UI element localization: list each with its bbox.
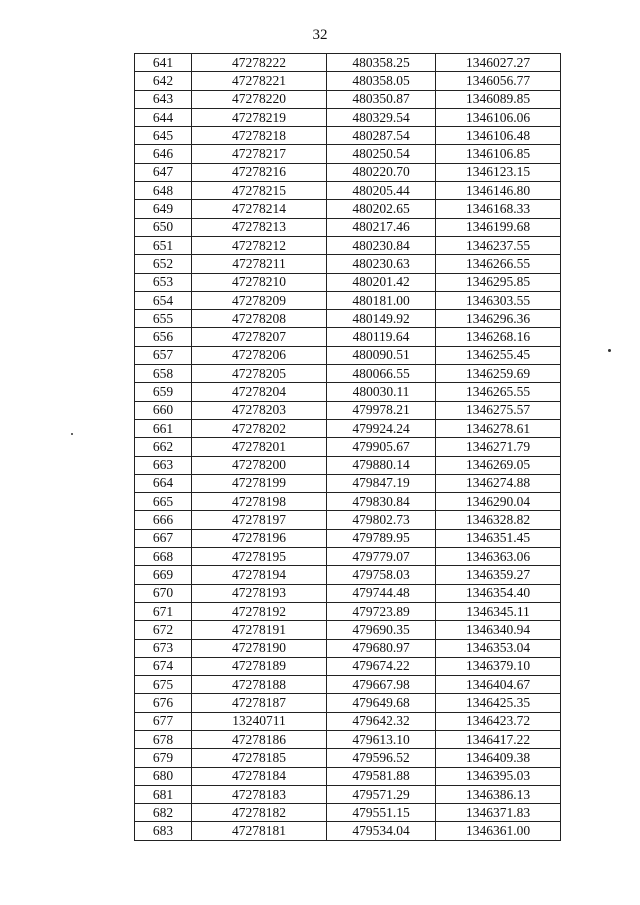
point-id-cell: 47278216 [192,163,327,181]
y-coordinate-cell: 1346328.82 [436,511,561,529]
table-row [135,529,561,547]
point-number-cell: 675 [135,676,192,694]
x-coordinate-cell: 479905.67 [327,438,436,456]
table-row [135,712,561,730]
table-row [135,785,561,803]
point-id-cell: 47278199 [192,474,327,492]
point-id-cell: 47278195 [192,548,327,566]
point-number-cell: 666 [135,511,192,529]
point-id-cell: 47278215 [192,182,327,200]
point-id-cell: 47278219 [192,108,327,126]
point-id-cell: 47278183 [192,785,327,803]
point-id-cell: 47278182 [192,804,327,822]
point-number-cell: 643 [135,90,192,108]
x-coordinate-cell: 480202.65 [327,200,436,218]
x-coordinate-cell: 480149.92 [327,310,436,328]
y-coordinate-cell: 1346056.77 [436,72,561,90]
table-row [135,255,561,273]
point-number-cell: 683 [135,822,192,840]
point-id-cell: 47278221 [192,72,327,90]
y-coordinate-cell: 1346269.05 [436,456,561,474]
table-row [135,383,561,401]
y-coordinate-cell: 1346237.55 [436,236,561,254]
y-coordinate-cell: 1346255.45 [436,346,561,364]
table-row [135,365,561,383]
point-id-cell: 47278193 [192,584,327,602]
point-id-cell: 47278211 [192,255,327,273]
table-row [135,749,561,767]
y-coordinate-cell: 1346168.33 [436,200,561,218]
x-coordinate-cell: 479723.89 [327,602,436,620]
table-row [135,438,561,456]
point-number-cell: 669 [135,566,192,584]
point-id-cell: 47278194 [192,566,327,584]
point-number-cell: 650 [135,218,192,236]
x-coordinate-cell: 480217.46 [327,218,436,236]
table-row [135,639,561,657]
table-row [135,822,561,840]
point-id-cell: 47278217 [192,145,327,163]
x-coordinate-cell: 480329.54 [327,108,436,126]
point-id-cell: 47278218 [192,127,327,145]
x-coordinate-cell: 480201.42 [327,273,436,291]
point-id-cell: 47278202 [192,419,327,437]
point-number-cell: 668 [135,548,192,566]
x-coordinate-cell: 479758.03 [327,566,436,584]
y-coordinate-cell: 1346296.36 [436,310,561,328]
x-coordinate-cell: 480358.05 [327,72,436,90]
table-row [135,602,561,620]
table-row [135,676,561,694]
point-id-cell: 47278222 [192,54,327,72]
x-coordinate-cell: 479744.48 [327,584,436,602]
point-id-cell: 47278197 [192,511,327,529]
y-coordinate-cell: 1346363.06 [436,548,561,566]
x-coordinate-cell: 480250.54 [327,145,436,163]
y-coordinate-cell: 1346266.55 [436,255,561,273]
table-row [135,182,561,200]
point-number-cell: 641 [135,54,192,72]
point-id-cell: 47278204 [192,383,327,401]
point-number-cell: 679 [135,749,192,767]
point-id-cell: 47278186 [192,730,327,748]
x-coordinate-cell: 479674.22 [327,657,436,675]
point-number-cell: 661 [135,419,192,437]
point-number-cell: 658 [135,365,192,383]
x-coordinate-cell: 479581.88 [327,767,436,785]
point-id-cell: 47278184 [192,767,327,785]
table-row [135,54,561,72]
table-row [135,493,561,511]
point-id-cell: 47278200 [192,456,327,474]
x-coordinate-cell: 480119.64 [327,328,436,346]
coordinates-table [134,53,561,841]
table-row [135,401,561,419]
point-number-cell: 647 [135,163,192,181]
y-coordinate-cell: 1346353.04 [436,639,561,657]
table-row [135,90,561,108]
y-coordinate-cell: 1346271.79 [436,438,561,456]
x-coordinate-cell: 480230.84 [327,236,436,254]
y-coordinate-cell: 1346106.85 [436,145,561,163]
point-id-cell: 47278198 [192,493,327,511]
table-row [135,474,561,492]
table-row [135,236,561,254]
point-number-cell: 664 [135,474,192,492]
y-coordinate-cell: 1346199.68 [436,218,561,236]
x-coordinate-cell: 480230.63 [327,255,436,273]
point-number-cell: 654 [135,291,192,309]
table-row [135,310,561,328]
table-row [135,346,561,364]
x-coordinate-cell: 480358.25 [327,54,436,72]
point-number-cell: 652 [135,255,192,273]
y-coordinate-cell: 1346290.04 [436,493,561,511]
y-coordinate-cell: 1346425.35 [436,694,561,712]
x-coordinate-cell: 479667.98 [327,676,436,694]
x-coordinate-cell: 479830.84 [327,493,436,511]
table-row [135,218,561,236]
x-coordinate-cell: 479649.68 [327,694,436,712]
table-row [135,694,561,712]
point-number-cell: 677 [135,712,192,730]
y-coordinate-cell: 1346423.72 [436,712,561,730]
y-coordinate-cell: 1346417.22 [436,730,561,748]
x-coordinate-cell: 480090.51 [327,346,436,364]
point-id-cell: 47278220 [192,90,327,108]
table-row [135,291,561,309]
x-coordinate-cell: 480350.87 [327,90,436,108]
point-id-cell: 13240711 [192,712,327,730]
point-number-cell: 673 [135,639,192,657]
point-id-cell: 47278188 [192,676,327,694]
point-number-cell: 682 [135,804,192,822]
table-row [135,419,561,437]
x-coordinate-cell: 479924.24 [327,419,436,437]
point-number-cell: 667 [135,529,192,547]
point-id-cell: 47278201 [192,438,327,456]
point-id-cell: 47278191 [192,621,327,639]
y-coordinate-cell: 1346265.55 [436,383,561,401]
point-id-cell: 47278210 [192,273,327,291]
point-number-cell: 648 [135,182,192,200]
point-id-cell: 47278213 [192,218,327,236]
y-coordinate-cell: 1346386.13 [436,785,561,803]
point-id-cell: 47278214 [192,200,327,218]
point-id-cell: 47278209 [192,291,327,309]
x-coordinate-cell: 479779.07 [327,548,436,566]
y-coordinate-cell: 1346106.48 [436,127,561,145]
point-number-cell: 680 [135,767,192,785]
table-row [135,584,561,602]
y-coordinate-cell: 1346259.69 [436,365,561,383]
table-row [135,127,561,145]
y-coordinate-cell: 1346295.85 [436,273,561,291]
table-row [135,730,561,748]
scan-speck [71,433,73,435]
coordinates-table-body [135,54,561,841]
y-coordinate-cell: 1346395.03 [436,767,561,785]
x-coordinate-cell: 480066.55 [327,365,436,383]
table-row [135,804,561,822]
point-number-cell: 678 [135,730,192,748]
point-number-cell: 645 [135,127,192,145]
x-coordinate-cell: 479551.15 [327,804,436,822]
point-number-cell: 671 [135,602,192,620]
y-coordinate-cell: 1346371.83 [436,804,561,822]
x-coordinate-cell: 479613.10 [327,730,436,748]
x-coordinate-cell: 479690.35 [327,621,436,639]
table-row [135,145,561,163]
point-id-cell: 47278187 [192,694,327,712]
point-number-cell: 672 [135,621,192,639]
point-id-cell: 47278196 [192,529,327,547]
point-id-cell: 47278208 [192,310,327,328]
x-coordinate-cell: 480220.70 [327,163,436,181]
x-coordinate-cell: 480030.11 [327,383,436,401]
y-coordinate-cell: 1346089.85 [436,90,561,108]
point-number-cell: 649 [135,200,192,218]
point-number-cell: 670 [135,584,192,602]
table-row [135,200,561,218]
y-coordinate-cell: 1346275.57 [436,401,561,419]
point-id-cell: 47278207 [192,328,327,346]
y-coordinate-cell: 1346351.45 [436,529,561,547]
point-number-cell: 663 [135,456,192,474]
point-id-cell: 47278205 [192,365,327,383]
point-number-cell: 665 [135,493,192,511]
table-row [135,163,561,181]
table-row [135,767,561,785]
table-row [135,273,561,291]
x-coordinate-cell: 479802.73 [327,511,436,529]
table-row [135,328,561,346]
page-number: 32 [312,27,328,43]
y-coordinate-cell: 1346303.55 [436,291,561,309]
table-row [135,511,561,529]
point-number-cell: 644 [135,108,192,126]
point-number-cell: 676 [135,694,192,712]
point-number-cell: 651 [135,236,192,254]
x-coordinate-cell: 479571.29 [327,785,436,803]
table-row [135,72,561,90]
y-coordinate-cell: 1346404.67 [436,676,561,694]
point-number-cell: 657 [135,346,192,364]
point-number-cell: 653 [135,273,192,291]
x-coordinate-cell: 479880.14 [327,456,436,474]
point-id-cell: 47278203 [192,401,327,419]
x-coordinate-cell: 479978.21 [327,401,436,419]
point-id-cell: 47278212 [192,236,327,254]
x-coordinate-cell: 479847.19 [327,474,436,492]
x-coordinate-cell: 479680.97 [327,639,436,657]
x-coordinate-cell: 479596.52 [327,749,436,767]
point-number-cell: 655 [135,310,192,328]
point-number-cell: 656 [135,328,192,346]
y-coordinate-cell: 1346106.06 [436,108,561,126]
point-number-cell: 662 [135,438,192,456]
point-id-cell: 47278189 [192,657,327,675]
y-coordinate-cell: 1346123.15 [436,163,561,181]
table-row [135,621,561,639]
x-coordinate-cell: 480205.44 [327,182,436,200]
table-row [135,108,561,126]
y-coordinate-cell: 1346340.94 [436,621,561,639]
y-coordinate-cell: 1346361.00 [436,822,561,840]
table-row [135,548,561,566]
y-coordinate-cell: 1346345.11 [436,602,561,620]
y-coordinate-cell: 1346268.16 [436,328,561,346]
y-coordinate-cell: 1346027.27 [436,54,561,72]
point-number-cell: 660 [135,401,192,419]
x-coordinate-cell: 480287.54 [327,127,436,145]
x-coordinate-cell: 479789.95 [327,529,436,547]
y-coordinate-cell: 1346379.10 [436,657,561,675]
point-id-cell: 47278190 [192,639,327,657]
point-id-cell: 47278192 [192,602,327,620]
point-id-cell: 47278206 [192,346,327,364]
point-id-cell: 47278181 [192,822,327,840]
y-coordinate-cell: 1346354.40 [436,584,561,602]
table-row [135,456,561,474]
scan-speck [608,349,611,352]
x-coordinate-cell: 479642.32 [327,712,436,730]
y-coordinate-cell: 1346278.61 [436,419,561,437]
point-number-cell: 674 [135,657,192,675]
point-number-cell: 681 [135,785,192,803]
y-coordinate-cell: 1346409.38 [436,749,561,767]
point-number-cell: 642 [135,72,192,90]
y-coordinate-cell: 1346359.27 [436,566,561,584]
point-id-cell: 47278185 [192,749,327,767]
y-coordinate-cell: 1346274.88 [436,474,561,492]
point-number-cell: 659 [135,383,192,401]
x-coordinate-cell: 479534.04 [327,822,436,840]
y-coordinate-cell: 1346146.80 [436,182,561,200]
x-coordinate-cell: 480181.00 [327,291,436,309]
point-number-cell: 646 [135,145,192,163]
table-row [135,566,561,584]
table-row [135,657,561,675]
